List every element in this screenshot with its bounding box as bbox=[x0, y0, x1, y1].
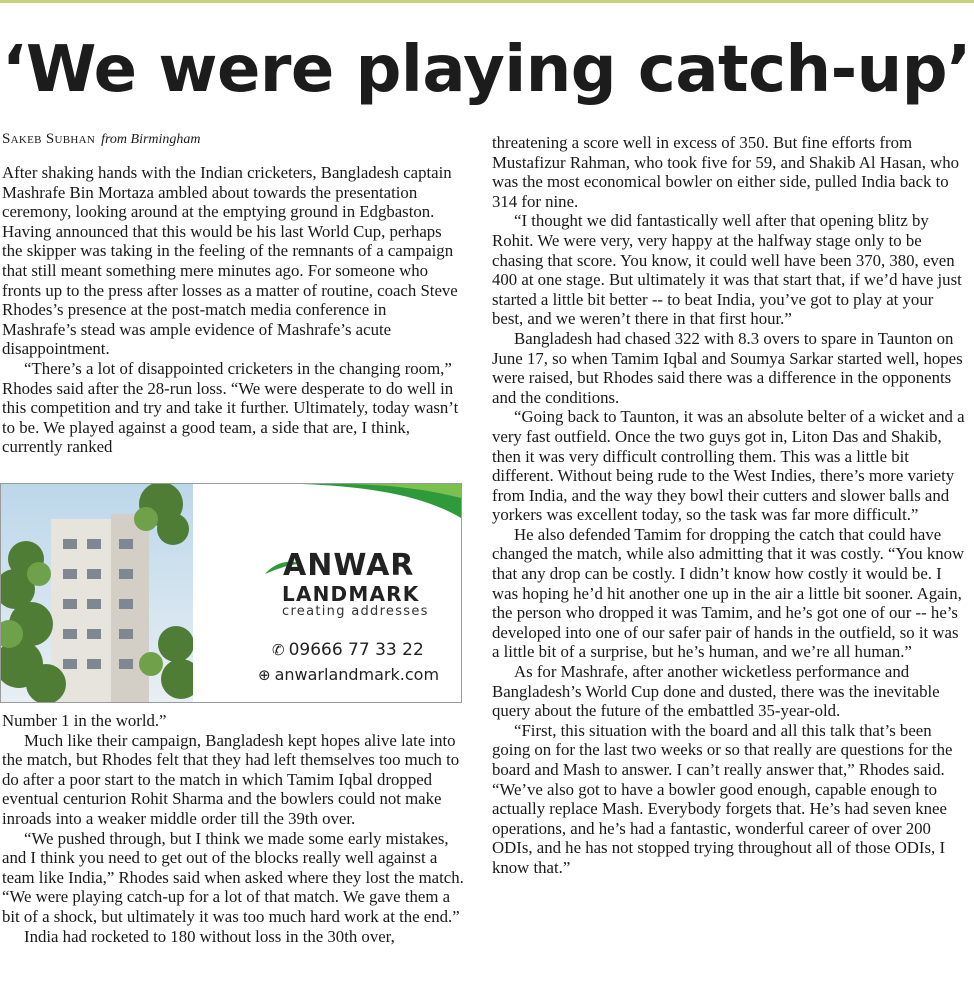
paragraph: After shaking hands with the Indian cricketers, Bangladesh captain Mashrafe Bin Mortaza ambled about towards the presentation ceremony, looking around at the emptying ground in Edgbaston. Having announced that this would be his last World Cup, perhaps the skipper was taking in the feeling of the remnants of a campaign that still meant something mere minutes ago. For someone who fronts up to the press after losses as a matter of routine, coach Steve Rhodes’s presence at the post-match media conference in Mashrafe’s stead was ample evidence of Mashrafe’s acute disappointment. bbox=[2, 163, 458, 359]
building-photo bbox=[1, 484, 193, 702]
brand-name-line2: LANDMARK bbox=[282, 582, 420, 606]
paragraph: threatening a score well in excess of 350. But fine efforts from Mustafizur Rahman, who took five for 59, and Shakib Al Hasan, who was the most economical bowler on either side, pulled India back to 314 for nine. bbox=[492, 133, 959, 211]
paragraph: Bangladesh had chased 322 with 8.3 overs to spare in Taunton on June 17, so when Tamim Iqbal and Soumya Sarkar started well, hopes were raised, but Rhodes said there was a difference in the opponents and the conditions. bbox=[492, 328, 963, 407]
ad-phone bbox=[272, 640, 424, 660]
paragraph: “First, this situation with the board and all this talk that’s been going on for the last two weeks or so that really are questions for the board and Mash to answer. I can’t really answer that,” Rhodes said. “We’ve also got to have a bowler good enough, capable enough to actually replace Mash. Everybody forgets that. He’s had seven knee operations, and he’s had a fantastic, wonderful career of over 200 ODIs, and he has not stopped trying throughout all of those ODIs, I know that.” bbox=[492, 720, 953, 877]
brand-tagline: creating addresses bbox=[282, 604, 429, 619]
byline-place: from Birmingham bbox=[101, 132, 201, 147]
column-1-top bbox=[2, 163, 464, 457]
phone-icon: ✆ bbox=[272, 641, 285, 659]
byline bbox=[2, 129, 201, 150]
paragraph: As for Mashrafe, after another wicketless performance and Bangladesh’s World Cup done and dusted, there was the inevitable query about the future of the embattled 35-year-old. bbox=[492, 662, 940, 721]
paragraph: Number 1 in the world.” bbox=[2, 711, 167, 730]
green-swoosh bbox=[301, 484, 461, 524]
column-2 bbox=[492, 133, 966, 878]
website-url[interactable]: anwarlandmark.com bbox=[274, 665, 440, 684]
brand-name-line1: ANWAR bbox=[283, 548, 415, 583]
phone-number: 09666 77 33 22 bbox=[288, 640, 424, 660]
column-1-bottom bbox=[2, 711, 464, 946]
paragraph: He also defended Tamim for dropping the catch that could have changed the match, while also admitting that it was costly. “You know that any drop can be costly. I didn’t know how costly it would be. I was hoping he’d hit another one up in the air a little bit sooner. Again, the person who dropped it was Tamim, and he’s got one of our -- he’s developed into one of our safer pair of hands in the outfield, so it was a little bit of a surprise, but he’s human, and we’re all human.” bbox=[492, 524, 965, 662]
byline-author: Sakeb Subhan bbox=[2, 131, 96, 147]
advertisement bbox=[0, 483, 462, 703]
paragraph: India had rocketed to 180 without loss in the 30th over, bbox=[24, 926, 395, 946]
ad-website[interactable] bbox=[258, 665, 439, 685]
top-rule bbox=[0, 0, 974, 3]
paragraph: “We pushed through, but I think we made some early mistakes, and I think you need to get out of the blocks really well against a team like India,” Rhodes said when asked where they lost the match. “We were playing catch-up for a lot of that match. We gave them a bit of a shock, but ultimately it was too much hard work at the end.” bbox=[2, 828, 464, 926]
headline: ‘We were playing catch-up’ bbox=[2, 33, 971, 107]
paragraph: “Going back to Taunton, it was an absolute belter of a wicket and a very fast outfield. Once the two guys got in, Liton Das and Shakib, then it was very difficult controlling them. This was a little bit different. Without being rude to the West Indies, there’s more variety from India, and the way they bowl their cutters and slower balls and yorkers was excellent today, so the task was far more difficult.” bbox=[492, 407, 965, 525]
paragraph: Much like their campaign, Bangladesh kept hopes alive late into the match, but Rhodes felt that they had left themselves too much to do after a poor start to the match in which Tamim Iqbal dropped eventual centurion Rohit Sharma and the bowlers could not make inroads into a weaker middle order till the 39th over. bbox=[2, 730, 460, 828]
paragraph: “There’s a lot of disappointed cricketers in the changing room,” Rhodes said after the 28-run loss. “We were desperate to do well in this competition and try and take it further. Ultimately, today wasn’t to be. We played against a good team, a side that are, I think, currently ranked bbox=[2, 358, 459, 457]
paragraph: “I thought we did fantastically well after that opening blitz by Rohit. We were very, very happy at the halfway stage only to be chasing that score. You know, it could well have been 370, 380, even 400 at one stage. But ultimately it was that start that, if we’d have just started a little bit better -- to beat India, you’ve got to play at your best, and we weren’t there in that first hour.” bbox=[492, 211, 962, 329]
globe-icon: ⊕ bbox=[258, 666, 271, 684]
